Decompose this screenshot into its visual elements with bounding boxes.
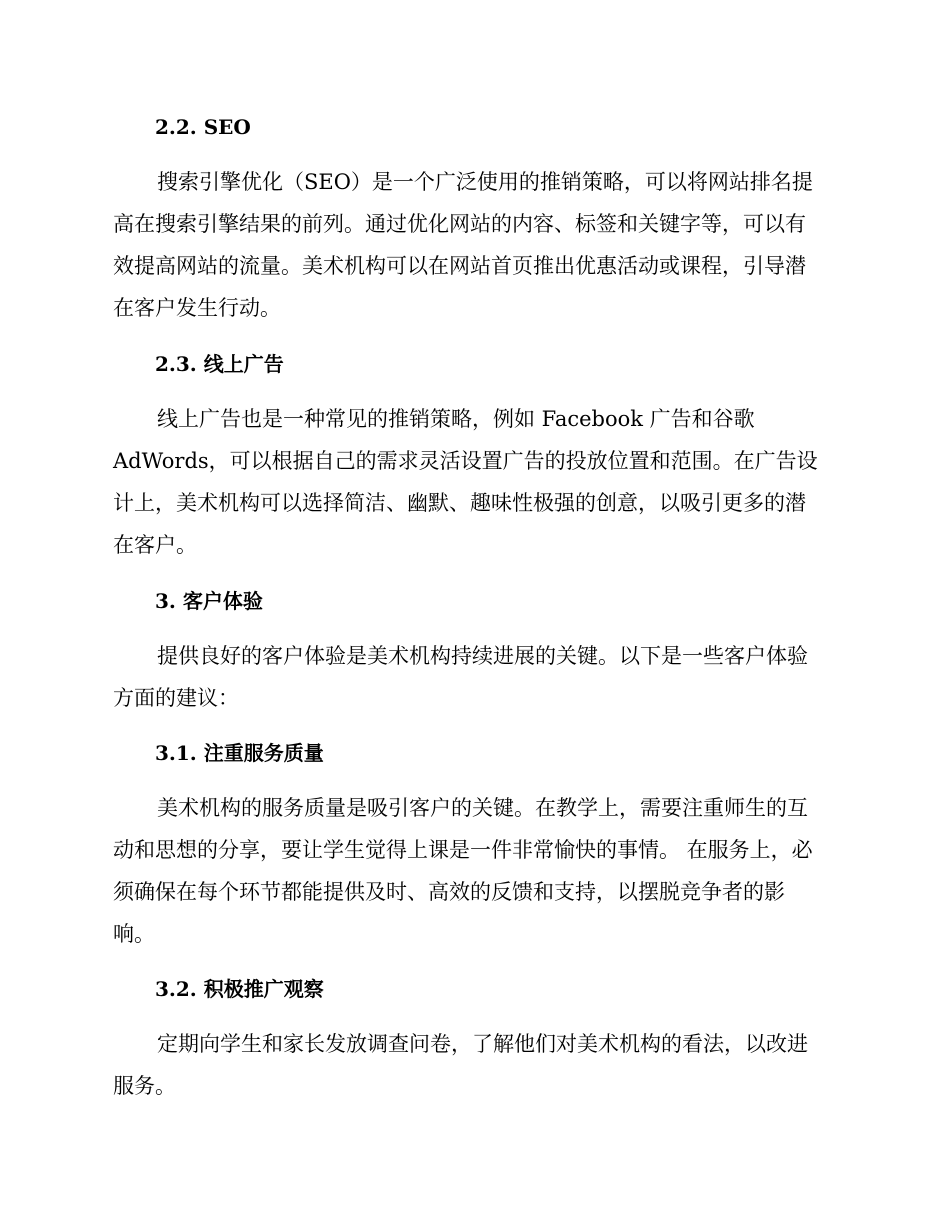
section-paragraph-3-2 — [113, 1023, 843, 1107]
paragraph-line: 效提高网站的流量。美术机构可以在网站首页推出优惠活动或课程，引导潜 — [113, 254, 806, 278]
paragraph-line: AdWords，可以根据自己的需求灵活设置广告的投放位置和范围。在广告设 — [113, 449, 818, 473]
paragraph-line: 在客户。 — [113, 533, 197, 557]
section-paragraph-3 — [113, 635, 843, 719]
section-heading-2-3: 2.3. 线上广告 — [155, 352, 284, 376]
paragraph-line: 方面的建议： — [113, 686, 239, 710]
paragraph-line: 美术机构的服务质量是吸引客户的关键。在教学上，需要注重师生的互 — [157, 796, 808, 820]
paragraph-line: 定期向学生和家长发放调查问卷，了解他们对美术机构的看法，以改进 — [157, 1032, 808, 1056]
paragraph-line: 线上广告也是一种常见的推销策略，例如 Facebook 广告和谷歌 — [157, 407, 755, 431]
section-paragraph-3-1 — [113, 787, 843, 955]
section-paragraph-2-2 — [113, 161, 843, 329]
paragraph-line: 响。 — [113, 922, 155, 946]
paragraph-line: 提供良好的客户体验是美术机构持续进展的关键。以下是一些客户体验 — [157, 644, 808, 668]
section-heading-3-1: 3.1. 注重服务质量 — [155, 741, 324, 765]
paragraph-line: 须确保在每个环节都能提供及时、高效的反馈和支持，以摆脱竞争者的影 — [113, 880, 785, 904]
section-paragraph-2-3 — [113, 398, 843, 566]
paragraph-line: 动和思想的分享，要让学生觉得上课是一件非常愉快的事情。 在服务上，必 — [113, 838, 813, 862]
paragraph-line: 高在搜索引擎结果的前列。通过优化网站的内容、标签和关键字等，可以有 — [113, 212, 806, 236]
section-heading-3-2: 3.2. 积极推广观察 — [155, 977, 324, 1001]
section-heading-2-2: 2.2. SEO — [155, 115, 251, 139]
paragraph-line: 在客户发生行动。 — [113, 296, 281, 320]
paragraph-line: 服务。 — [113, 1074, 176, 1098]
paragraph-line: 搜索引擎优化（SEO）是一个广泛使用的推销策略，可以将网站排名提 — [157, 170, 813, 194]
paragraph-line: 计上，美术机构可以选择简洁、幽默、趣味性极强的创意，以吸引更多的潜 — [113, 491, 806, 515]
section-heading-3: 3. 客户体验 — [155, 589, 263, 613]
